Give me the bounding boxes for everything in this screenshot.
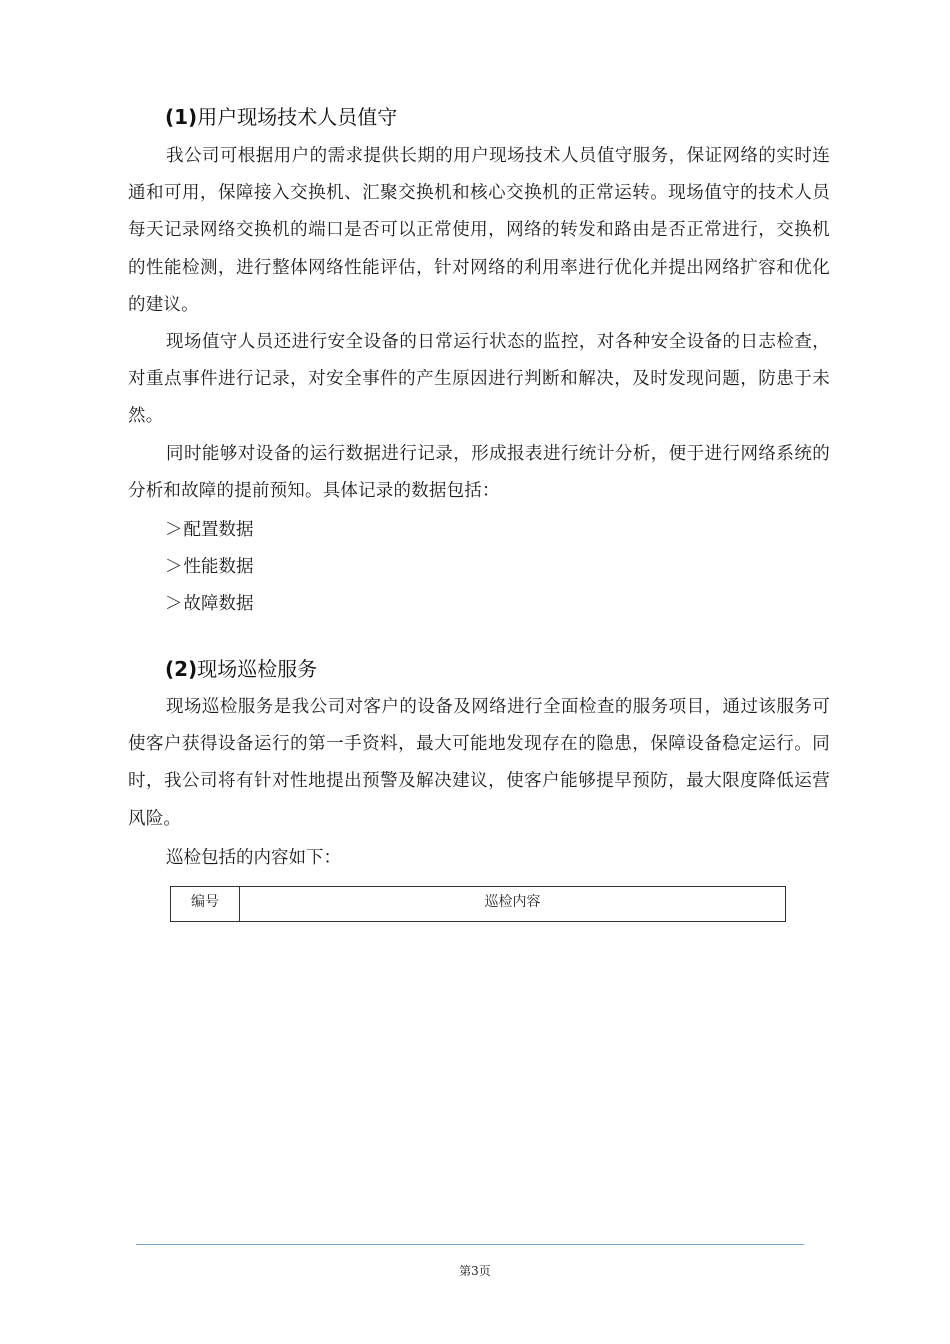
bullet-item xyxy=(165,518,254,542)
bullet-label: 配置数据 xyxy=(183,520,254,540)
table-header-row xyxy=(171,887,786,922)
bullet-mark: ＞ xyxy=(165,520,183,540)
section-1-number: (1) xyxy=(165,105,198,129)
section-1-paragraph-1: 我公司可根据用户的需求提供长期的用户现场技术人员值守服务，保证网络的实时连通和可用，保障接入交换机、汇聚交换机和核心交换机的正常运转。现场值守的技术人员每天记录网络交换机的端口是否可以正常使用，网络的转发和路由是否正常进行，交换机的性能检测，进行整体网络性能评估，针对网络的利用率进行优化并提出网络扩容和优化的建议。 xyxy=(128,146,830,315)
bullet-label: 故障数据 xyxy=(183,594,254,614)
page-number: 第3页 xyxy=(459,1264,491,1278)
section-1-paragraph-2: 现场值守人员还进行安全设备的日常运行状态的监控，对各种安全设备的日志检查，对重点事件进行记录，对安全事件的产生原因进行判断和解决，及时发现问题，防患于未然。 xyxy=(128,332,830,427)
inspection-intro: 巡检包括的内容如下： xyxy=(166,848,341,868)
inspection-table xyxy=(170,886,786,922)
footer-divider xyxy=(136,1244,804,1245)
section-2-paragraph: 现场巡检服务是我公司对客户的设备及网络进行全面检查的服务项目，通过该服务可使客户获得设备运行的第一手资料，最大可能地发现存在的隐患，保障设备稳定运行。同时，我公司将有针对性地提出预警及解决建议，使客户能够提早预防，最大限度降低运营风险。 xyxy=(128,697,830,829)
bullet-mark: ＞ xyxy=(165,557,183,577)
section-1-paragraph-3: 同时能够对设备的运行数据进行记录，形成报表进行统计分析，便于进行网络系统的分析和故障的提前预知。具体记录的数据包括： xyxy=(128,444,830,502)
table-header-content: 巡检内容 xyxy=(240,887,786,922)
bullet-item xyxy=(165,555,254,579)
bullet-mark: ＞ xyxy=(165,594,183,614)
section-1-title: 用户现场技术人员值守 xyxy=(197,105,398,129)
table-header-number: 编号 xyxy=(171,887,240,922)
section-1-heading xyxy=(165,103,397,131)
section-2-number: (2) xyxy=(165,657,198,681)
bullet-item xyxy=(165,592,254,616)
bullet-label: 性能数据 xyxy=(183,557,254,577)
section-2-heading xyxy=(165,655,317,683)
section-2-title: 现场巡检服务 xyxy=(197,657,318,681)
